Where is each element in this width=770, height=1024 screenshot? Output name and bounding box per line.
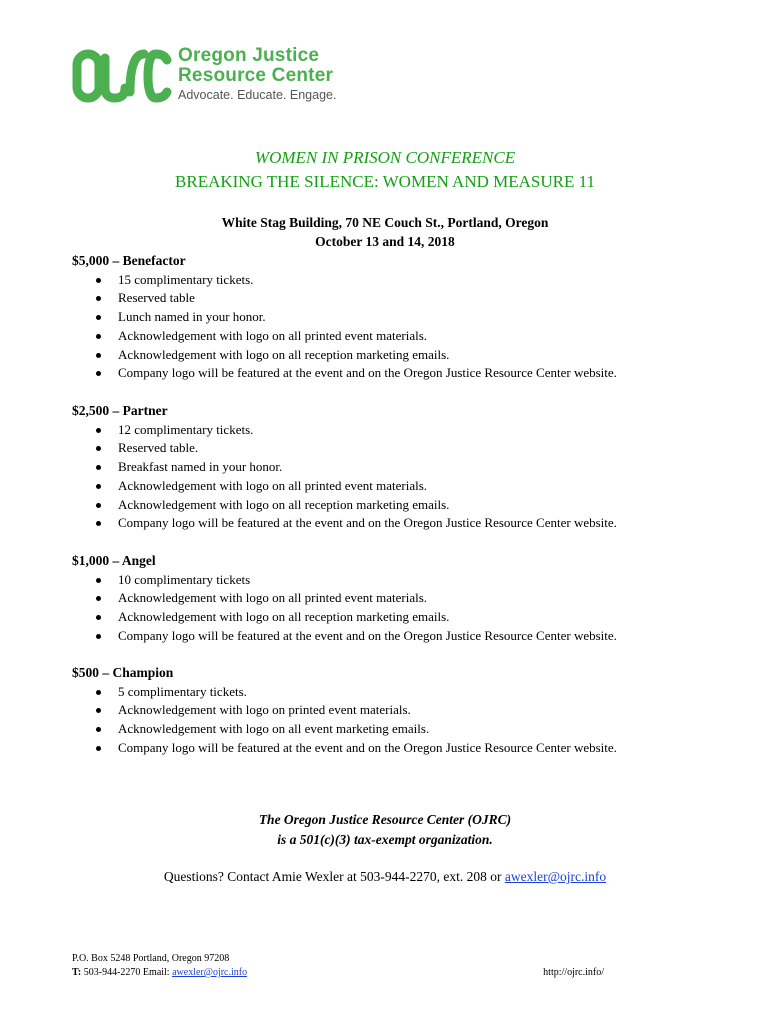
tier-angel	[72, 552, 617, 646]
list-item: Acknowledgement with logo on printed event materials.	[72, 701, 617, 720]
tax-exempt-note-line2: is a 501(c)(3) tax-exempt organization.	[277, 832, 493, 847]
tier-benefits-list	[72, 683, 617, 758]
footer-website-url: http://ojrc.info/	[543, 967, 604, 978]
list-item: Reserved table	[72, 289, 617, 308]
footer-address: P.O. Box 5248 Portland, Oregon 97208	[72, 953, 230, 964]
event-dates: October 13 and 14, 2018	[315, 234, 455, 249]
list-item: 15 complimentary tickets.	[72, 271, 617, 290]
tier-benefits-list	[72, 421, 617, 533]
footer-phone-label: T:	[72, 967, 82, 978]
footer-contact	[72, 966, 247, 980]
venue-address: White Stag Building, 70 NE Couch St., Portland, Oregon	[221, 215, 549, 230]
contact-line	[0, 869, 770, 885]
ojrc-logo-icon	[72, 48, 172, 104]
list-item: Acknowledgement with logo on all printed event materials.	[72, 589, 617, 608]
tier-benefactor	[72, 252, 617, 383]
tier-benefits-list	[72, 571, 617, 646]
contact-email-link[interactable]: awexler@ojrc.info	[504, 869, 607, 884]
list-item: Lunch named in your honor.	[72, 308, 617, 327]
logo-name-line2: Resource Center	[178, 65, 334, 86]
list-item: Acknowledgement with logo on all printed event materials.	[72, 327, 617, 346]
ojrc-logo	[72, 44, 352, 106]
logo-tagline: Advocate. Educate. Engage.	[178, 88, 337, 102]
list-item: 5 complimentary tickets.	[72, 683, 617, 702]
list-item: Acknowledgement with logo on all reception marketing emails.	[72, 608, 617, 627]
contact-text: Questions? Contact Amie Wexler at 503-944-2270, ext. 208 or	[163, 869, 502, 884]
footer-email-link[interactable]: awexler@ojrc.info	[172, 967, 248, 978]
list-item: Acknowledgement with logo on all printed event materials.	[72, 477, 617, 496]
list-item: 12 complimentary tickets.	[72, 421, 617, 440]
tier-benefits-list	[72, 271, 617, 383]
tier-title: $5,000 – Benefactor	[72, 253, 186, 268]
logo-name-line1: Oregon Justice	[178, 45, 320, 66]
list-item: Acknowledgement with logo on all reception marketing emails.	[72, 346, 617, 365]
list-item: Company logo will be featured at the event and on the Oregon Justice Resource Center website.	[72, 627, 617, 646]
tier-partner	[72, 402, 617, 533]
tax-exempt-note-line1: The Oregon Justice Resource Center (OJRC)	[258, 812, 512, 827]
conference-title: WOMEN IN PRISON CONFERENCE	[254, 148, 516, 167]
tier-champion	[72, 664, 617, 758]
list-item: 10 complimentary tickets	[72, 571, 617, 590]
list-item: Company logo will be featured at the event and on the Oregon Justice Resource Center website.	[72, 364, 617, 383]
tier-title: $2,500 – Partner	[72, 403, 168, 418]
list-item: Company logo will be featured at the event and on the Oregon Justice Resource Center website.	[72, 514, 617, 533]
list-item: Acknowledgement with logo on all reception marketing emails.	[72, 496, 617, 515]
tier-title: $500 – Champion	[72, 665, 174, 680]
list-item: Acknowledgement with logo on all event marketing emails.	[72, 720, 617, 739]
list-item: Company logo will be featured at the event and on the Oregon Justice Resource Center website.	[72, 739, 617, 758]
tier-title: $1,000 – Angel	[72, 553, 156, 568]
list-item: Breakfast named in your honor.	[72, 458, 617, 477]
conference-subtitle: BREAKING THE SILENCE: WOMEN AND MEASURE 11	[175, 172, 595, 191]
list-item: Reserved table.	[72, 439, 617, 458]
footer-phone-text: 503-944-2270 Email:	[83, 967, 170, 978]
footer	[72, 952, 247, 980]
